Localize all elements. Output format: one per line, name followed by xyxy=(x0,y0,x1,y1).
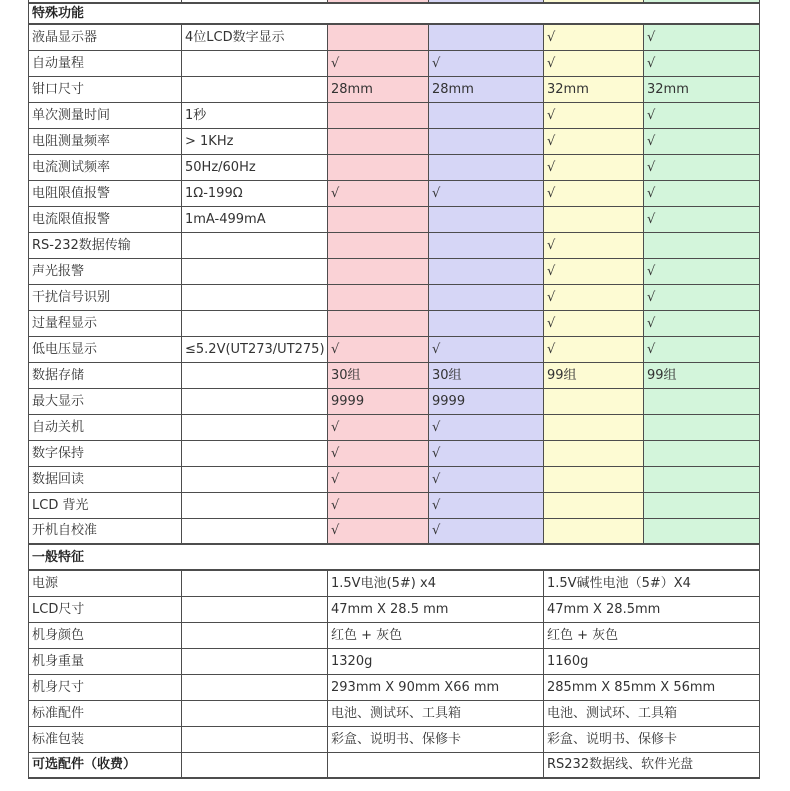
feature-row xyxy=(29,154,760,180)
section-title-special: 特殊功能 xyxy=(29,3,760,24)
feature-label: 电阻限值报警 xyxy=(29,180,182,206)
feature-label: 电源 xyxy=(29,570,182,596)
model4-cell xyxy=(644,232,760,258)
model3-cell: √ xyxy=(544,180,644,206)
model4-cell: √ xyxy=(644,310,760,336)
model3-cell xyxy=(544,492,644,518)
feature-spec xyxy=(182,76,328,102)
feature-label: LCD尺寸 xyxy=(29,596,182,622)
feature-label: 钳口尺寸 xyxy=(29,76,182,102)
model2-cell xyxy=(429,154,544,180)
feature-spec xyxy=(182,232,328,258)
empty-spec-cell xyxy=(182,674,328,700)
empty-spec-cell xyxy=(182,622,328,648)
feature-row xyxy=(29,180,760,206)
model2-cell: √ xyxy=(429,518,544,544)
group1-value-cell: 293mm X 90mm X66 mm xyxy=(328,674,544,700)
model4-cell: 32mm xyxy=(644,76,760,102)
model4-cell xyxy=(644,518,760,544)
model3-cell: √ xyxy=(544,310,644,336)
group2-value-cell: 1160g xyxy=(544,648,760,674)
model2-cell: √ xyxy=(429,180,544,206)
model2-cell xyxy=(429,24,544,50)
model2-cell: √ xyxy=(429,440,544,466)
model1-cell xyxy=(328,258,429,284)
model2-cell: √ xyxy=(429,336,544,362)
feature-spec xyxy=(182,414,328,440)
model1-cell: √ xyxy=(328,518,429,544)
model1-cell: √ xyxy=(328,336,429,362)
model3-cell: √ xyxy=(544,50,644,76)
model2-cell: √ xyxy=(429,50,544,76)
model3-cell xyxy=(544,388,644,414)
feature-spec: ≤5.2V(UT273/UT275) xyxy=(182,336,328,362)
model4-cell: √ xyxy=(644,50,760,76)
model1-cell: √ xyxy=(328,440,429,466)
feature-label: 最大显示 xyxy=(29,388,182,414)
model1-cell: √ xyxy=(328,492,429,518)
model2-cell: 28mm xyxy=(429,76,544,102)
feature-label: 单次测量时间 xyxy=(29,102,182,128)
general-feature-row xyxy=(29,674,760,700)
feature-spec xyxy=(182,258,328,284)
model3-cell: √ xyxy=(544,232,644,258)
general-feature-row xyxy=(29,648,760,674)
model1-cell: √ xyxy=(328,180,429,206)
model4-cell: √ xyxy=(644,336,760,362)
model3-cell xyxy=(544,440,644,466)
model3-cell: 32mm xyxy=(544,76,644,102)
empty-spec-cell xyxy=(182,570,328,596)
group2-value-cell: 电池、测试环、工具箱 xyxy=(544,700,760,726)
feature-label: 电阻测量频率 xyxy=(29,128,182,154)
general-feature-row xyxy=(29,596,760,622)
feature-spec: > 1KHz xyxy=(182,128,328,154)
feature-spec xyxy=(182,362,328,388)
group2-value-cell: 47mm X 28.5mm xyxy=(544,596,760,622)
model2-cell: √ xyxy=(429,466,544,492)
feature-row xyxy=(29,24,760,50)
feature-spec xyxy=(182,518,328,544)
feature-label: 标准配件 xyxy=(29,700,182,726)
model3-cell: 99组 xyxy=(544,362,644,388)
model3-cell: √ xyxy=(544,336,644,362)
feature-label: 自动关机 xyxy=(29,414,182,440)
model2-cell: 30组 xyxy=(429,362,544,388)
feature-row xyxy=(29,284,760,310)
feature-spec: 4位LCD数字显示 xyxy=(182,24,328,50)
model2-cell: √ xyxy=(429,414,544,440)
group1-value-cell: 彩盒、说明书、保修卡 xyxy=(328,726,544,752)
feature-row xyxy=(29,492,760,518)
model4-cell: 99组 xyxy=(644,362,760,388)
feature-row xyxy=(29,518,760,544)
section-header-general xyxy=(29,544,760,570)
feature-row xyxy=(29,414,760,440)
feature-row xyxy=(29,206,760,232)
model1-cell xyxy=(328,206,429,232)
feature-label: RS-232数据传输 xyxy=(29,232,182,258)
feature-label: 标准包装 xyxy=(29,726,182,752)
model3-cell: √ xyxy=(544,24,644,50)
model3-cell: √ xyxy=(544,284,644,310)
feature-label: 过量程显示 xyxy=(29,310,182,336)
model3-cell xyxy=(544,414,644,440)
general-feature-row xyxy=(29,752,760,778)
model4-cell: √ xyxy=(644,128,760,154)
model2-cell xyxy=(429,128,544,154)
feature-label: 自动量程 xyxy=(29,50,182,76)
feature-spec xyxy=(182,284,328,310)
model1-cell xyxy=(328,232,429,258)
special-section-rows xyxy=(29,24,760,544)
feature-label: 开机自校准 xyxy=(29,518,182,544)
model1-cell xyxy=(328,310,429,336)
model4-cell: √ xyxy=(644,284,760,310)
feature-spec xyxy=(182,440,328,466)
feature-label: 干扰信号识别 xyxy=(29,284,182,310)
model3-cell: √ xyxy=(544,258,644,284)
model4-cell: √ xyxy=(644,206,760,232)
group1-value-cell: 47mm X 28.5 mm xyxy=(328,596,544,622)
feature-label: 机身颜色 xyxy=(29,622,182,648)
empty-spec-cell xyxy=(182,596,328,622)
model1-cell: √ xyxy=(328,466,429,492)
model4-cell xyxy=(644,388,760,414)
group2-value-cell: 285mm X 85mm X 56mm xyxy=(544,674,760,700)
group1-value-cell: 红色 + 灰色 xyxy=(328,622,544,648)
model4-cell: √ xyxy=(644,154,760,180)
group2-value-cell: 1.5V碱性电池（5#）X4 xyxy=(544,570,760,596)
feature-row xyxy=(29,102,760,128)
model1-cell xyxy=(328,24,429,50)
feature-row xyxy=(29,336,760,362)
model2-cell: √ xyxy=(429,492,544,518)
feature-label: 可选配件（收费） xyxy=(29,752,182,778)
model1-cell: 30组 xyxy=(328,362,429,388)
group2-value-cell: 彩盒、说明书、保修卡 xyxy=(544,726,760,752)
feature-label: 机身重量 xyxy=(29,648,182,674)
section-title-general: 一般特征 xyxy=(29,544,760,570)
model4-cell xyxy=(644,414,760,440)
feature-row xyxy=(29,76,760,102)
feature-label: 数据存储 xyxy=(29,362,182,388)
group1-value-cell: 1.5V电池(5#) x4 xyxy=(328,570,544,596)
model1-cell xyxy=(328,284,429,310)
feature-spec xyxy=(182,50,328,76)
model2-cell xyxy=(429,310,544,336)
model3-cell: √ xyxy=(544,128,644,154)
model2-cell xyxy=(429,102,544,128)
feature-label: 低电压显示 xyxy=(29,336,182,362)
model3-cell xyxy=(544,206,644,232)
feature-spec xyxy=(182,466,328,492)
feature-spec xyxy=(182,492,328,518)
group1-value-cell: 电池、测试环、工具箱 xyxy=(328,700,544,726)
empty-spec-cell xyxy=(182,700,328,726)
model1-cell: 9999 xyxy=(328,388,429,414)
feature-row xyxy=(29,466,760,492)
model2-cell: 9999 xyxy=(429,388,544,414)
group1-value-cell xyxy=(328,752,544,778)
model4-cell xyxy=(644,440,760,466)
general-section-rows xyxy=(29,570,760,778)
feature-label: 声光报警 xyxy=(29,258,182,284)
feature-label: 数据回读 xyxy=(29,466,182,492)
general-feature-row xyxy=(29,622,760,648)
feature-spec xyxy=(182,310,328,336)
model1-cell: √ xyxy=(328,50,429,76)
model4-cell: √ xyxy=(644,180,760,206)
model4-cell: √ xyxy=(644,102,760,128)
feature-row xyxy=(29,310,760,336)
feature-row xyxy=(29,128,760,154)
model3-cell: √ xyxy=(544,154,644,180)
feature-row xyxy=(29,50,760,76)
section-header-special xyxy=(29,3,760,24)
model3-cell: √ xyxy=(544,102,644,128)
feature-label: 机身尺寸 xyxy=(29,674,182,700)
feature-spec: 1秒 xyxy=(182,102,328,128)
model1-cell xyxy=(328,102,429,128)
group2-value-cell: RS232数据线、软件光盘 xyxy=(544,752,760,778)
empty-spec-cell xyxy=(182,752,328,778)
model4-cell: √ xyxy=(644,24,760,50)
feature-label: 电流限值报警 xyxy=(29,206,182,232)
feature-spec: 50Hz/60Hz xyxy=(182,154,328,180)
model2-cell xyxy=(429,258,544,284)
feature-label: LCD 背光 xyxy=(29,492,182,518)
feature-spec xyxy=(182,388,328,414)
model1-cell: √ xyxy=(328,414,429,440)
model1-cell xyxy=(328,154,429,180)
feature-spec: 1mA-499mA xyxy=(182,206,328,232)
feature-label: 数字保持 xyxy=(29,440,182,466)
general-feature-row xyxy=(29,700,760,726)
feature-row xyxy=(29,388,760,414)
model4-cell xyxy=(644,466,760,492)
model2-cell xyxy=(429,232,544,258)
model3-cell xyxy=(544,466,644,492)
model2-cell xyxy=(429,206,544,232)
feature-row xyxy=(29,258,760,284)
empty-spec-cell xyxy=(182,648,328,674)
model4-cell xyxy=(644,492,760,518)
group1-value-cell: 1320g xyxy=(328,648,544,674)
model3-cell xyxy=(544,518,644,544)
group2-value-cell: 红色 + 灰色 xyxy=(544,622,760,648)
model4-cell: √ xyxy=(644,258,760,284)
feature-label: 电流测试频率 xyxy=(29,154,182,180)
spec-comparison-table xyxy=(28,0,760,779)
empty-spec-cell xyxy=(182,726,328,752)
general-feature-row xyxy=(29,726,760,752)
model2-cell xyxy=(429,284,544,310)
feature-row xyxy=(29,232,760,258)
feature-row xyxy=(29,440,760,466)
feature-label: 液晶显示器 xyxy=(29,24,182,50)
feature-row xyxy=(29,362,760,388)
model1-cell: 28mm xyxy=(328,76,429,102)
general-feature-row xyxy=(29,570,760,596)
feature-spec: 1Ω-199Ω xyxy=(182,180,328,206)
model1-cell xyxy=(328,128,429,154)
